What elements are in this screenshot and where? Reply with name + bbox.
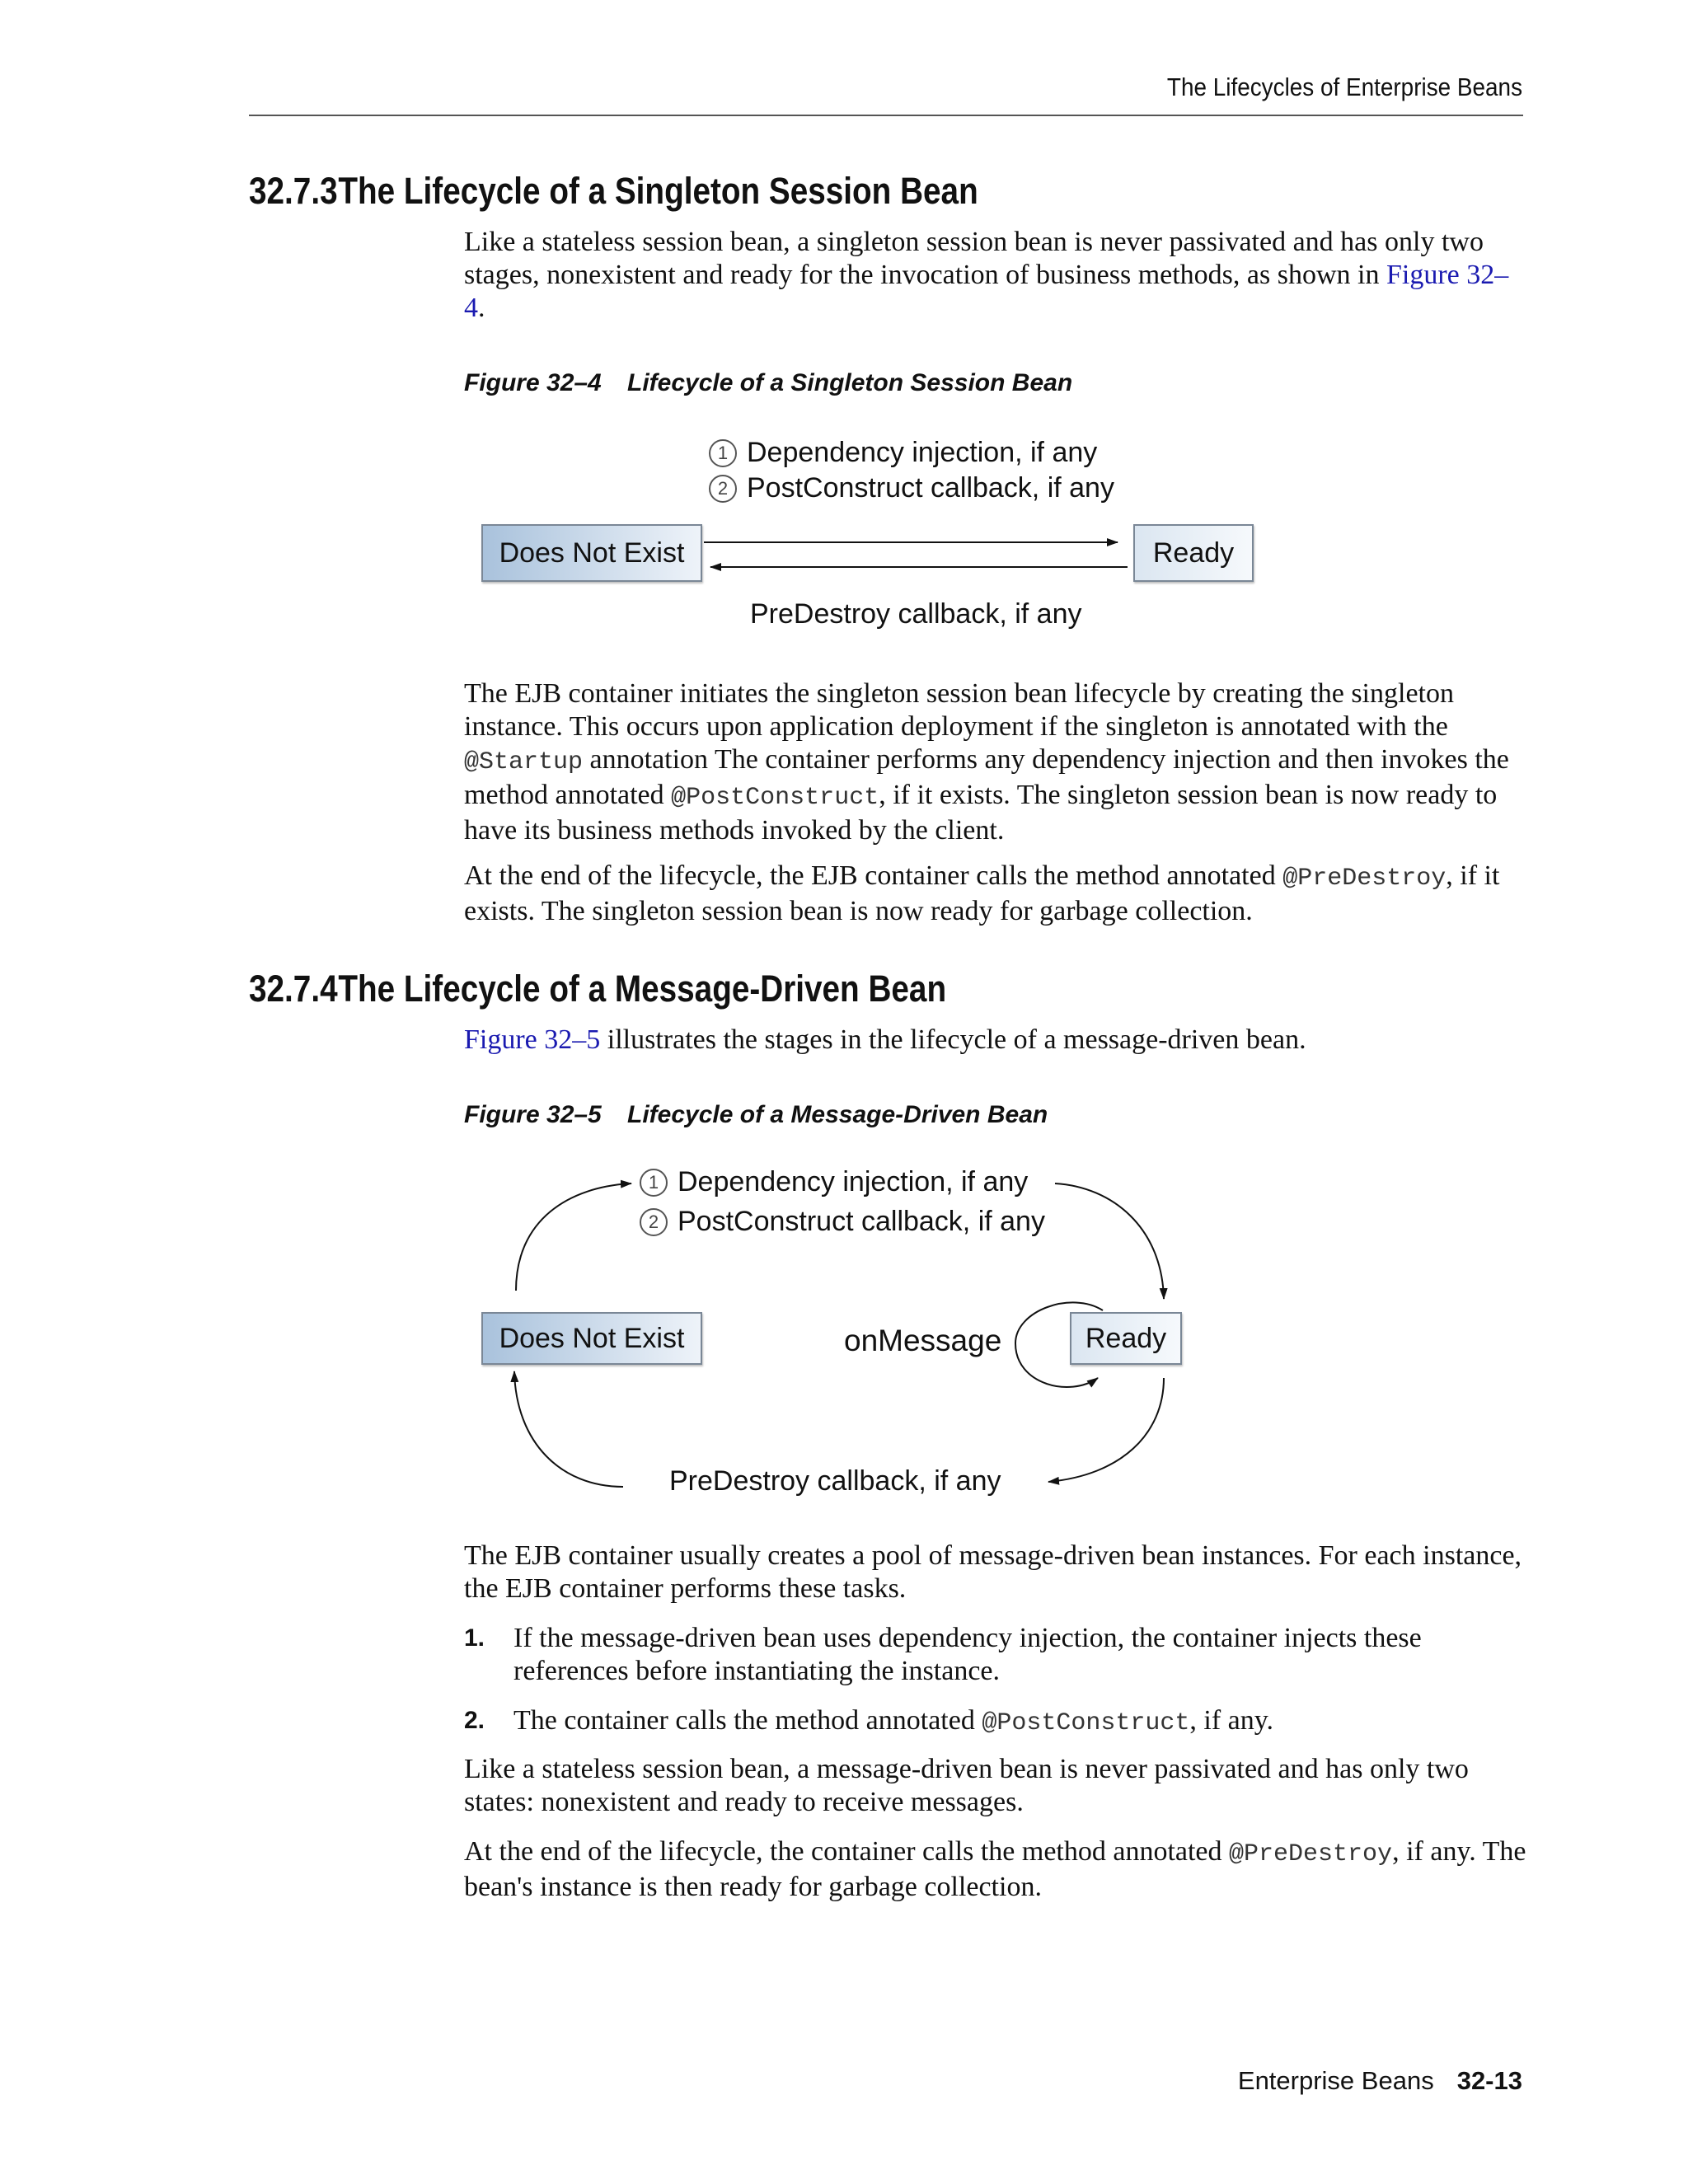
code-predestroy: @PreDestroy: [1229, 1840, 1393, 1868]
section-number: 32.7.4: [249, 968, 338, 1010]
message-driven-paragraph-2: [464, 1753, 1527, 1819]
create-arc: [516, 1183, 631, 1291]
figure-step-2: [640, 1206, 1045, 1238]
figure-32-5-caption: [464, 1101, 1048, 1129]
page-number: 32-13: [1456, 2066, 1522, 2095]
para-text: Like a stateless session bean, a message-driven bean is never passivated and has only two states: nonexistent and ready to receive messages.: [464, 1754, 1469, 1817]
caption-title: Lifecycle of a Singleton Session Bean: [627, 369, 1073, 396]
caption-number: Figure 32–4: [464, 369, 602, 396]
running-header: The Lifecycles of Enterprise Beans: [1166, 73, 1522, 101]
list-text: If the message-driven bean uses dependency injection, the container injects these references before instantiating the instance.: [513, 1623, 1422, 1686]
section-title: The Lifecycle of a Singleton Session Bean: [338, 170, 978, 212]
message-driven-paragraph-1: [464, 1540, 1527, 1605]
code-postconstruct: @PostConstruct: [671, 784, 879, 812]
figure-32-4-caption: [464, 369, 1072, 397]
state-does-not-exist: Does Not Exist: [481, 524, 702, 582]
para-text: The EJB container usually creates a pool of message-driven bean instances. For each instance, the EJB container performs these tasks.: [464, 1540, 1522, 1604]
step-2-label: PostConstruct callback, if any: [747, 472, 1114, 504]
message-driven-intro-paragraph: [464, 1024, 1527, 1057]
transition-arrows: [701, 527, 1137, 577]
intro-text: Like a stateless session bean, a singleton session bean is never passivated and has only two stages, nonexistent and ready for the invocation of business methods, as shown in: [464, 227, 1484, 290]
onmessage-label: onMessage: [844, 1324, 1002, 1357]
singleton-paragraph-1: [464, 677, 1527, 847]
init-arc: [1055, 1183, 1164, 1299]
section-heading-message-driven: [249, 968, 946, 1010]
step-1-icon: 1: [709, 439, 737, 467]
step-2-icon: 2: [640, 1208, 668, 1236]
state-ready: Ready: [1070, 1312, 1182, 1365]
list-number: 2.: [464, 1707, 485, 1734]
footer-chapter: Enterprise Beans: [1237, 2066, 1434, 2095]
step-2-icon: 2: [709, 475, 737, 503]
state-does-not-exist: Does Not Exist: [481, 1312, 702, 1365]
list-item: [464, 1704, 1527, 1740]
figure-step-1: [709, 437, 1097, 469]
intro-punct: .: [478, 293, 485, 323]
page-footer: [1238, 2066, 1522, 2096]
figure-32-4-link[interactable]: Figure 32–4: [464, 260, 1509, 323]
step-1-label: Dependency injection, if any: [747, 437, 1098, 468]
code-predestroy: @PreDestroy: [1282, 865, 1447, 893]
caption-number: Figure 32–5: [464, 1101, 602, 1128]
step-1-icon: 1: [640, 1169, 668, 1197]
para-text: annotation The container performs any dependency injection and then invokes the method annotated: [464, 744, 1509, 810]
destroy-arc-1: [1048, 1378, 1164, 1482]
list-number: 1.: [464, 1624, 485, 1652]
section-title: The Lifecycle of a Message-Driven Bean: [338, 968, 947, 1010]
section-number: 32.7.3: [249, 170, 338, 212]
para-text: , if any. The bean's instance is then ready for garbage collection.: [464, 1836, 1526, 1902]
step-1-label: Dependency injection, if any: [678, 1166, 1029, 1197]
code-postconstruct: @PostConstruct: [982, 1709, 1190, 1737]
intro-text: illustrates the stages in the lifecycle of a message-driven bean.: [600, 1024, 1306, 1055]
list-item: [464, 1622, 1527, 1688]
state-ready: Ready: [1133, 524, 1254, 582]
task-list: [464, 1622, 1527, 1756]
para-text: , if it exists. The singleton session bean is now ready to have its business methods invoked by the client.: [464, 780, 1498, 846]
para-text: At the end of the lifecycle, the container calls the method annotated: [464, 1836, 1230, 1867]
code-startup: @Startup: [464, 748, 584, 776]
header-rule: [249, 115, 1523, 116]
destroy-arc-2: [514, 1371, 623, 1487]
list-text: , if any.: [1189, 1705, 1274, 1736]
figure-32-5-link[interactable]: Figure 32–5: [464, 1024, 601, 1055]
caption-title: Lifecycle of a Message-Driven Bean: [627, 1101, 1048, 1128]
step-2-label: PostConstruct callback, if any: [678, 1206, 1045, 1237]
predestroy-label: PreDestroy callback, if any: [750, 598, 1082, 630]
singleton-paragraph-2: [464, 860, 1527, 928]
predestroy-label: PreDestroy callback, if any: [669, 1465, 1001, 1497]
list-text: The container calls the method annotated: [513, 1705, 982, 1736]
message-driven-paragraph-3: [464, 1835, 1527, 1904]
para-text: The EJB container initiates the singleton session bean lifecycle by creating the singleton instance. This occurs upon application deployment if the singleton is annotated with the: [464, 678, 1454, 742]
figure-step-2: [709, 472, 1114, 504]
para-text: , if it exists. The singleton session bean is now ready for garbage collection.: [464, 860, 1500, 926]
figure-step-1: [640, 1166, 1028, 1198]
singleton-intro-paragraph: [464, 226, 1527, 325]
section-heading-singleton: [249, 170, 978, 213]
para-text: At the end of the lifecycle, the EJB container calls the method annotated: [464, 860, 1283, 891]
